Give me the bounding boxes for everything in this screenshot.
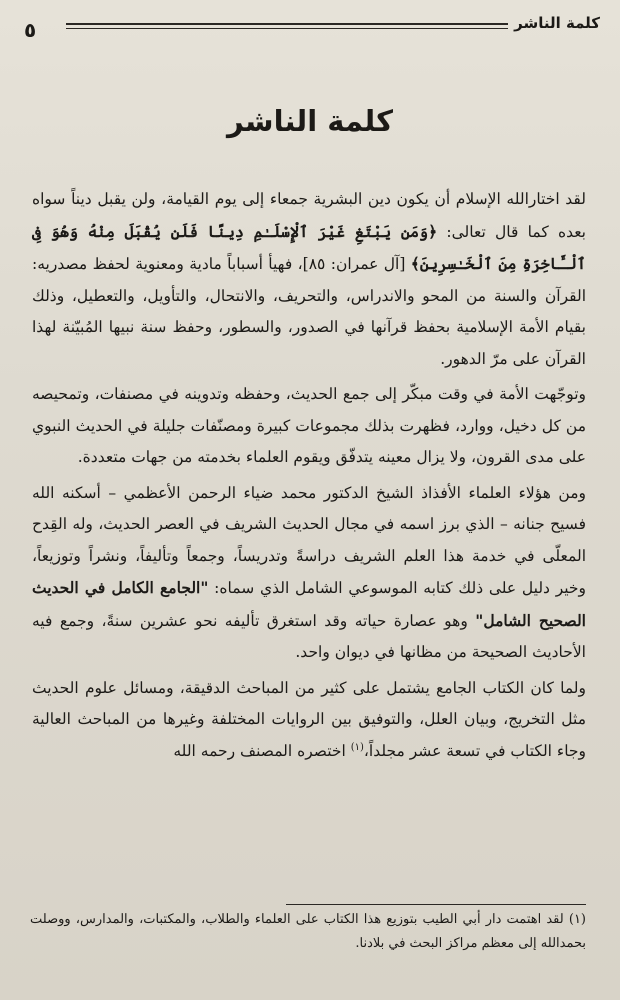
paragraph-3 [32,478,586,669]
quran-verse: ﴿وَمَن يَبْتَغِ غَيْرَ ٱلْإِسْلَـٰمِ دِينًا فَلَن يُقْبَلَ مِنْهُ وَهُوَ فِى ٱلْـَٔاخِرَةِ مِنَ ٱلْخَـٰسِرِينَ﴾ [32,221,586,273]
paragraph-2: وتوجّهت الأمة في وقت مبكّر إلى جمع الحديث، وحفظه وتدوينه في مصنفات، وتمحيصه من كل دخيل، ووارد، فظهرت بذلك مجموعات كبيرة ومصنّفات جليلة في الحديث النبوي على مدى القرون، ولا يزال معينه يتدفّق ويقوم العلماء بخدمته من جهات متعددة. [32,385,586,466]
chapter-title: كلمة الناشر [227,104,393,138]
body-text [32,184,586,771]
paragraph-1 [32,184,586,375]
paragraph-1-intro: لقد اختارالله الإسلام أن يكون دين البشرية جمعاء إلى يوم القيامة، ولن يقبل ديناً سواه بعده كما قال تعالى: [32,190,586,241]
paragraph-4-before: ولما كان الكتاب الجامع يشتمل على كثير من المباحث الدقيقة، ومسائل علوم الحديث مثل التخريج، وبيان العلل، والتوفيق بين الروايات المختلفة وغيرها من المباحث العالية وجاء الكتاب في تسعة عشر مجلداً، [32,678,586,760]
paragraph-4 [32,673,586,768]
paragraph-1-rest: [آل عمران: ٨٥]، فهيأ أسباباً مادية ومعنوية لحفظ مصدريه: القرآن والسنة من المحو والاندراس، والتحريف، والانتحال، والتأويل، والتعطيل، وذلك بقيام الأمة الإسلامية بحفظ قرآنها في الصدور، والسطور، وحفظ سنة نبيها المُبيّنة لهذا القرآن على مرّ الدهور. [32,255,586,368]
running-title: كلمة الناشر [514,14,600,32]
paragraph-4-after: اختصره المصنف رحمه الله [173,741,351,760]
running-header [18,14,600,44]
footnote-separator [286,904,586,905]
page-number: ٥ [24,18,37,42]
footnote-reference: (١) [350,741,364,753]
paragraph-3-before: ومن هؤلاء العلماء الأفذاذ الشيخ الدكتور محمد ضياء الرحمن الأعظمي – أسكنه الله فسيح جنانه – الذي برز اسمه في مجال الحديث الشريف في العصر الحديث، وله القِدح المعلّى في خدمة هذا العلم الشريف دراسةً وتدريساً، وجمعاً وتأليفاً، ونشراً وتوزيعاً، وخير دليل على ذلك كتابه الموسوعي الشامل الذي سماه: [32,483,586,597]
book-title: "الجامع الكامل في الحديث الصحيح الشامل" [32,578,586,630]
header-rule [66,23,508,29]
footnote [30,908,586,956]
paragraph-3-after: وهو عصارة حياته وقد استغرق تأليفه نحو عشرين سنةً، وجمع فيه الأحاديث الصحيحة من مظانها في ديوان واحد. [32,611,586,661]
footnote-text: (١) لقد اهتمت دار أبي الطيب بتوزيع هذا الكتاب على العلماء والطلاب، والمكتبات، والمدارس، ووصلت بحمدالله إلى معظم مراكز البحث في بلادنا. [30,912,586,951]
